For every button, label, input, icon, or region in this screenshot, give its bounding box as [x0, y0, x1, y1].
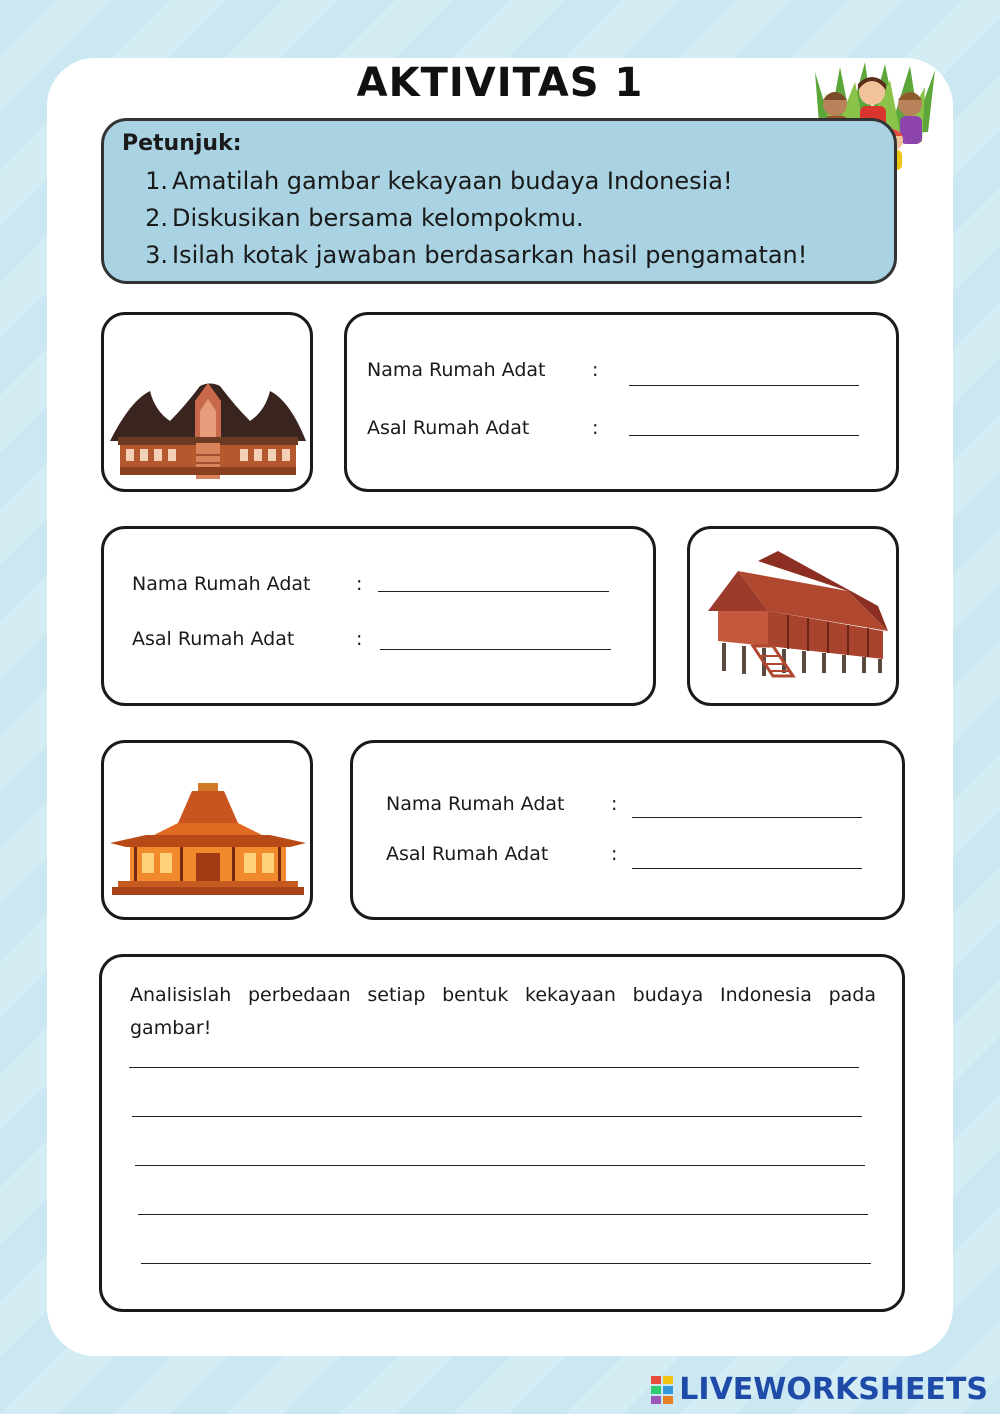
answer-box-1 — [344, 312, 899, 492]
page-title: AKTIVITAS 1 — [356, 60, 644, 106]
logo-text: LIVEWORKSHEETS — [679, 1372, 988, 1407]
instruction-text: Isilah kotak jawaban berdasarkan hasil pengamatan! — [172, 241, 808, 269]
name-label: Nama Rumah Adat — [367, 359, 546, 381]
liveworksheets-logo — [651, 1372, 988, 1407]
instruction-number: 1. — [145, 167, 168, 195]
stilt-house-icon — [698, 551, 894, 681]
colon: : — [356, 573, 363, 595]
origin-answer-line[interactable] — [629, 435, 859, 436]
instruction-number: 2. — [145, 204, 168, 232]
colon: : — [592, 417, 599, 439]
answer-box-2 — [101, 526, 656, 706]
name-label: Nama Rumah Adat — [386, 793, 565, 815]
origin-answer-line[interactable] — [380, 649, 611, 650]
instruction-item — [130, 237, 807, 274]
house-image-frame-3 — [101, 740, 313, 920]
house-image-frame-2 — [687, 526, 899, 706]
colon: : — [611, 843, 618, 865]
origin-label: Asal Rumah Adat — [386, 843, 549, 865]
gadang-house-icon — [110, 381, 306, 479]
instruction-text: Amatilah gambar kekayaan budaya Indonesia! — [172, 167, 733, 195]
analysis-answer-line[interactable] — [135, 1165, 865, 1166]
colon: : — [592, 359, 599, 381]
origin-label: Asal Rumah Adat — [367, 417, 530, 439]
name-answer-line[interactable] — [632, 817, 862, 818]
analysis-prompt: Analisislah perbedaan setiap bentuk kekayaan budaya Indonesia pada gambar! — [130, 984, 876, 1039]
instructions-heading: Petunjuk: — [122, 131, 242, 156]
instruction-item — [130, 200, 807, 237]
logo-blocks-icon — [651, 1376, 675, 1404]
house-image-frame-1 — [101, 312, 313, 492]
name-answer-line[interactable] — [629, 385, 859, 386]
analysis-answer-line[interactable] — [129, 1067, 859, 1068]
answer-box-3 — [350, 740, 905, 920]
instruction-text: Diskusikan bersama kelompokmu. — [172, 204, 584, 232]
name-label: Nama Rumah Adat — [132, 573, 311, 595]
instruction-number: 3. — [145, 241, 168, 269]
analysis-answer-line[interactable] — [141, 1263, 871, 1264]
analysis-answer-line[interactable] — [138, 1214, 868, 1215]
colon: : — [611, 793, 618, 815]
instructions-panel — [101, 118, 897, 284]
instructions-list — [130, 163, 807, 274]
name-answer-line[interactable] — [378, 591, 609, 592]
analysis-box — [99, 954, 905, 1312]
joglo-house-icon — [110, 783, 306, 895]
origin-label: Asal Rumah Adat — [132, 628, 295, 650]
colon: : — [356, 628, 363, 650]
origin-answer-line[interactable] — [632, 868, 862, 869]
instruction-item — [130, 163, 807, 200]
analysis-answer-line[interactable] — [132, 1116, 862, 1117]
